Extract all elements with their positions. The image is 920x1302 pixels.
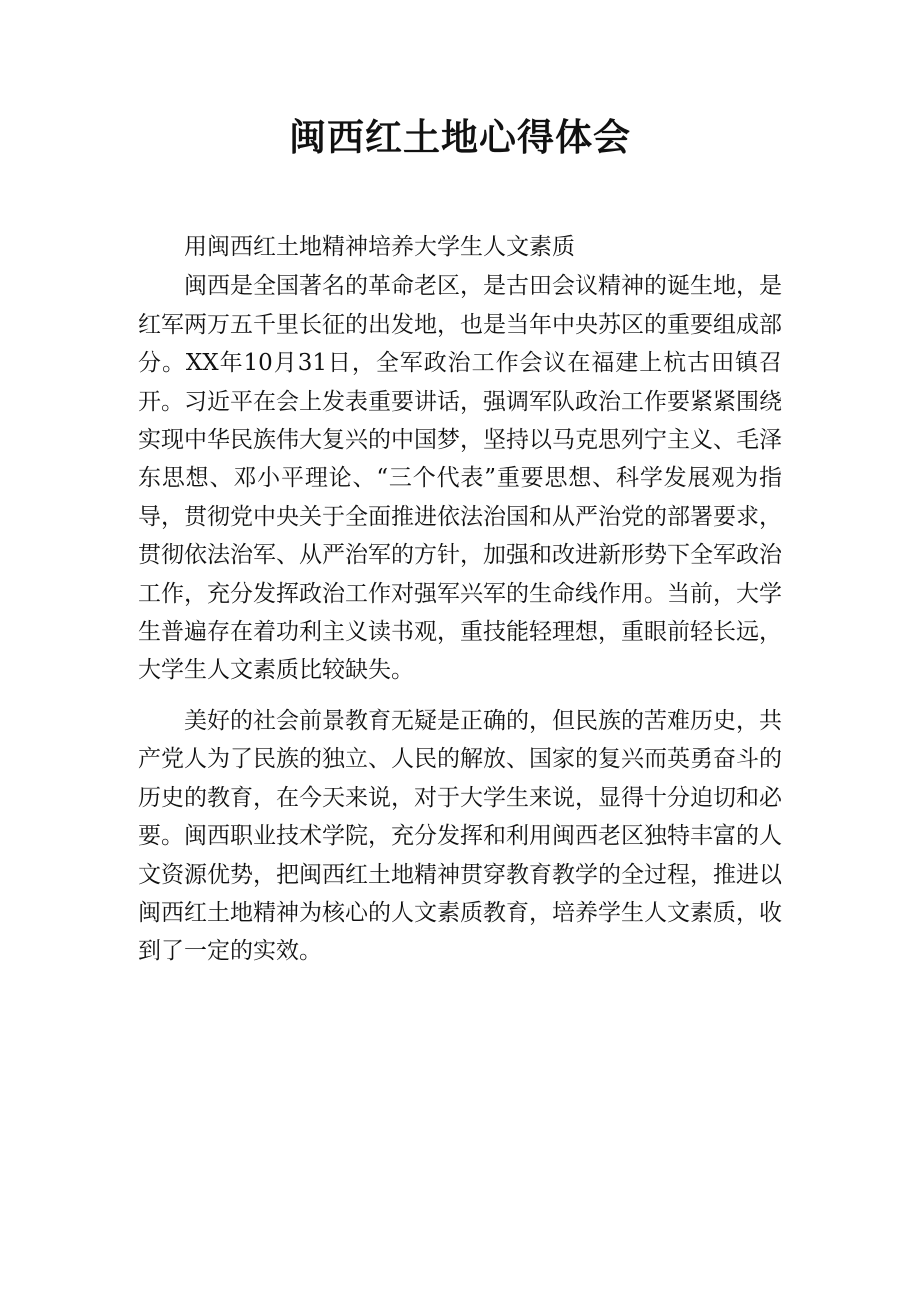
body-paragraph: 美好的社会前景教育无疑是正确的，但民族的苦难历史，共产党人为了民族的独立、人民的解放、国家的复兴而英勇奋斗的历史的教育，在今天来说，对于大学生来说，显得十分迫切和必要。闽西职业技术学院，充分发挥和利用闽西老区独特丰富的人文资源优势，把闽西红土地精神贯穿教育教学的全过程，推进以闽西红土地精神为核心的人文素质教育，培养学生人文素质，收到了一定的实效。 bbox=[138, 707, 782, 965]
body-paragraph: 闽西是全国著名的革命老区，是古田会议精神的诞生地，是红军两万五千里长征的出发地，也是当年中央苏区的重要组成部分。XX年10月31日，全军政治工作会议在福建上杭古田镇召开。习近平在会上发表重要讲话，强调军队政治工作要紧紧围绕实现中华民族伟大复兴的中国梦，坚持以马克思列宁主义、毛泽东思想、邓小平理论、“三个代表”重要思想、科学发展观为指导，贯彻党中央关于全面推进依法治国和从严治党的部署要求，贯彻依法治军、从严治军的方针，加强和改进新形势下全军政治工作，充分发挥政治工作对强军兴军的生命线作用。当前，大学生普遍存在着功利主义读书观，重技能轻理想，重眼前轻长远，大学生人文素质比较缺失。 bbox=[138, 273, 782, 684]
document-title: 闽西红土地心得体会 bbox=[289, 116, 631, 159]
document-body bbox=[138, 228, 782, 971]
section-heading: 用闽西红土地精神培养大学生人文素质 bbox=[184, 234, 575, 260]
